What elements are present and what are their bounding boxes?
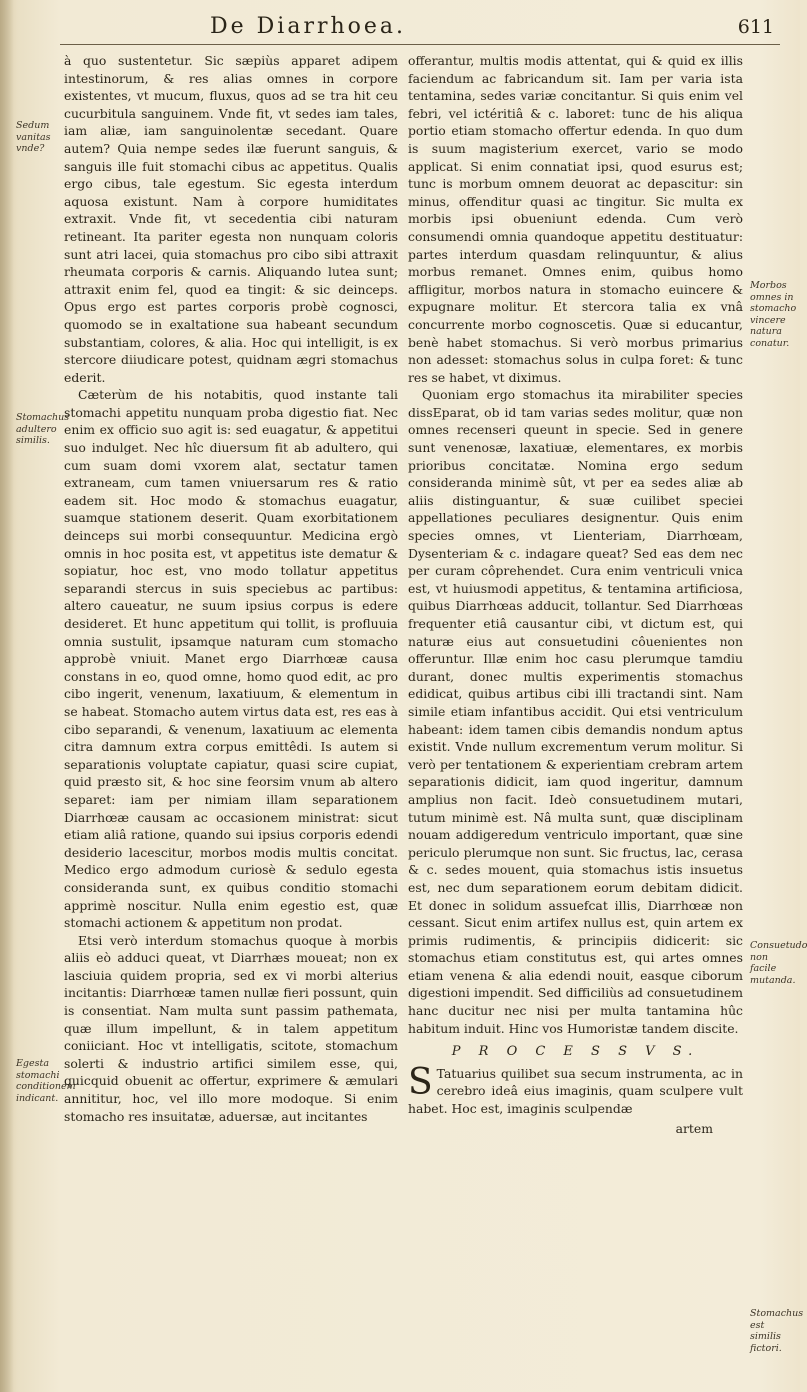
- page-number: 611: [737, 16, 774, 38]
- margin-note-left-3: Egesta stomachi conditionem indicant.: [16, 1058, 76, 1104]
- right-paragraph-1: offerantur, multis modis attentat, qui & quid ex illis faciendum ac fabricandum sit. Iam per varia ista tentamina, sedes variæ concitantur. Si quis enim vel febri, vel ictéritiâ & c. laboret: tunc de his aliqua portio etiam stomacho offertur edenda. In quo dum is suum magisterium exercet, vario se modo applicat. Si enim connatiat ipsi, quod esurus est; tunc is morbum omnem deuorat ac depascitur: sin minus, offenditur quasi ac tingitur. Sic multa ex morbis ipsi obueniunt edenda. Cum verò consumendi omnia quandoque appetitu destituatur: partes interdum quasdam relinquuntur, & alius morbus remanet. Omnes enim, quibus homo affligitur, morbos natura in stomacho euincere & expugnare molitur. Et stercora talia ex vnâ concurrente morbo cognoscetis. Quæ si educantur, benè habet stomachus. Si verò morbus primarius non adesset: stomachus solus in culpa foret: & tunc res se habet, vt diximus.: [408, 53, 743, 385]
- margin-note-right-1: Morbos omnes in stomacho vincere natura conatur.: [750, 280, 797, 349]
- left-paragraph-2: Cæterùm de his notabitis, quod instante tali stomachi appetitu nunquam proba digestio fiat. Nec enim ex officio suo agit is: sed euagatur, & appetitui suo indulget. Nec hîc diuersum fit ab adultero, qui cum suam domi vxorem alat, sectatur tamen extraneam, cum tamen vniuersarum res & ratio eadem sit. Hoc modo & stomachus euagatur, suamque stationem deserit. Quam exorbitationem deinceps sui morbi consequuntur. Medicina ergò omnis in hoc posita est, vt appetitus iste dematur & sopiatur, hoc est, vno modo tollatur appetitus separandi stercus in suis speciebus ac partibus: altero caueatur, ne suum ipsius corpus is edere desideret. Et hunc appetitum qui tollit, is profluuia omnia sustulit, ipsamque naturam cum stomacho approbè vniuit. Manet ergo Diarrhœæ causa constans in eo, quod omne, homo quod edit, ac pro cibo ingerit, venenum, laxatiuum, & elementum in se habeat. Stomacho autem virtus data est, res eas à cibo separandi, & venenum, laxatiuum ac elementa citra damnum extra corpus emittêdi. Is autem si separationis voluptate capiatur, quasi scire cupiat, quid præsto sit, & hoc sine feorsim vnum ab altero separet: iam per nimiam illam separationem Diarrhœæ causam ac occasionem ministrat: sicut etiam aliâ ratione, quando sui ipsius corporis edendi desiderio lacescitur, morbos modis multis concitat. Medico ergo admodum curiosè & sedulo egesta consideranda sunt, ex quibus conditio stomachi apprimè noscitur. Nulla enim egestio est, quæ stomachi actionem & appetitum non prodat.: [64, 387, 398, 931]
- left-column: [64, 52, 398, 1125]
- margin-note-right-2: Consuetudo non facile mutanda.: [750, 940, 807, 986]
- right-paragraph-final: [408, 1061, 743, 1118]
- final-paragraph-text: Tatuarius quilibet sua secum instrumenta, ac in cerebro ideâ eius imaginis, quam sculpere vult habet. Hoc est, imaginis sculpendæ: [408, 1065, 743, 1117]
- running-title: De Diarrhoea.: [210, 14, 407, 39]
- left-paragraph-3: Etsi verò interdum stomachus quoque à morbis aliis eò adduci queat, vt Diarrhæs moueat; non ex lasciuia quidem propria, sed ex vi morbi alterius incitantis: Diarrhœæ tamen nullæ fieri possunt, quin is consentiat. Nam multa sunt passim pathemata, quæ illum impellunt, & in talem appetitum coniiciant. Hoc vt intelligatis, scitote, stomachum solerti & industrio artifici similem esse, qui, quicquid obuenit ac offertur, exprimere & æmulari annititur, hoc, vel illo more modoque. Si enim stomacho res insuitatæ, aduersæ, aut incitantes: [64, 932, 398, 1124]
- right-paragraph-2: Quoniam ergo stomachus ita mirabiliter species dissEparat, ob id tam varias sedes molitur, quæ non omnes recenseri queunt in specie. Sed in genere sunt venenosæ, laxatiuæ, elementares, ex morbis prioribus concitatæ. Nomina ergo sedum consideranda minimè sût, vt per ea sedes aliæ ab aliis distinguantur, & suæ cuilibet speciei appellationes peculiares designentur. Quis enim species omnes, vt Lienteriam, Diarrhœam, Dysenteriam & c. indagare queat? Sed eas dem nec per curam côprehendet. Cura enim ventriculi vnica est, vt huiusmodi appetitus, & tentamina artificiosa, quibus Diarrhœas adducit, tollantur. Sed Diarrhœas frequenter etiâ causantur cibi, vt dictum est, qui naturæ eius aut consuetudini côuenientes non offeruntur. Illæ enim hoc casu plerumque tamdiu durant, donec multis experimentis stomachus edidicat, quibus artibus cibi illi tractandi sint. Nam simile etiam infantibus accidit. Qui etsi ventriculum habeant: idem tamen cibis demandis nondum aptus existit. Vnde nullum excrementum verum molitur. Si verò per tentationem & experientiam crebram artem separationis didicit, iam quod ingeritur, damnum amplius non facit. Ideò consuetudinem mutari, tutum minimè est. Nâ multa sunt, quæ disciplinam nouam addigeredum ventriculo important, quæ sine periculo plerumque non sunt. Sic fructus, lac, cerasa & c. sedes mouent, quia stomachus istis insuetus est, nec dum separationem eorum debitam didicit. Et donec in solidum assuefcat illis, Diarrhœæ non cessant. Sicut enim artifex nullus est, quin artem ex primis rudimentis, & principiis didicerit: sic stomachus etiam constitutus est, qui artes omnes etiam venena & alia edendi nouit, easque ciborum digestioni impendit. Sed difficiliùs ad consuetudinem hanc ducitur nec nisi per multa tantamina hûc habitum induit. Hinc vos Humoristæ tandem discite.: [408, 387, 743, 1036]
- left-paragraph-1: à quo sustentetur. Sic sæpiùs apparet adipem intestinorum, & res alias omnes in corpore existentes, vt mucum, fluxus, quos ad se tra hit ceu cucurbitula sanguinem. Vnde fit, vt sedes iam tales, iam aliæ, iam sanguinolentæ secedant. Quare autem? Quia nempe sedes ilæ fuerunt sanguis, & sanguis ille fuit stomachi cibus ac appetitus. Qualis ergo cibus, tale egestum. Sic egesta interdum aquosa existunt. Nam à corpore humiditates extraxit. Vnde fit, vt secedentia cibi naturam retineant. Ita pariter egesta non nunquam coloris sunt atri lacei, quia stomachus pro cibo sibi attraxit rheumata corporis & carnis. Aliquando lutea sunt; attraxit enim fel, quod ea tingit: & sic deinceps. Opus ergo est partes corporis probè cognosci, quomodo se in exaltatione sua habeant secundum substantiam, colores, & alia. Hoc qui intelligit, is ex stercore diiudicare potest, quidnam ægri stomachus ederit.: [64, 53, 398, 385]
- margin-note-right-3: Stomachus est similis fictori.: [750, 1308, 804, 1354]
- binding-gutter-shadow: [0, 0, 14, 1392]
- page-header: [60, 14, 780, 45]
- margin-note-left-2: Stomachus adultero similis.: [16, 412, 70, 446]
- right-column: [408, 52, 743, 1137]
- drop-cap-letter: S: [408, 1061, 433, 1103]
- section-heading: P R O C E S S V S.: [451, 1044, 700, 1060]
- margin-note-left-1: Sedum vanitas vnde?: [16, 120, 51, 154]
- catchword: artem: [675, 1120, 713, 1136]
